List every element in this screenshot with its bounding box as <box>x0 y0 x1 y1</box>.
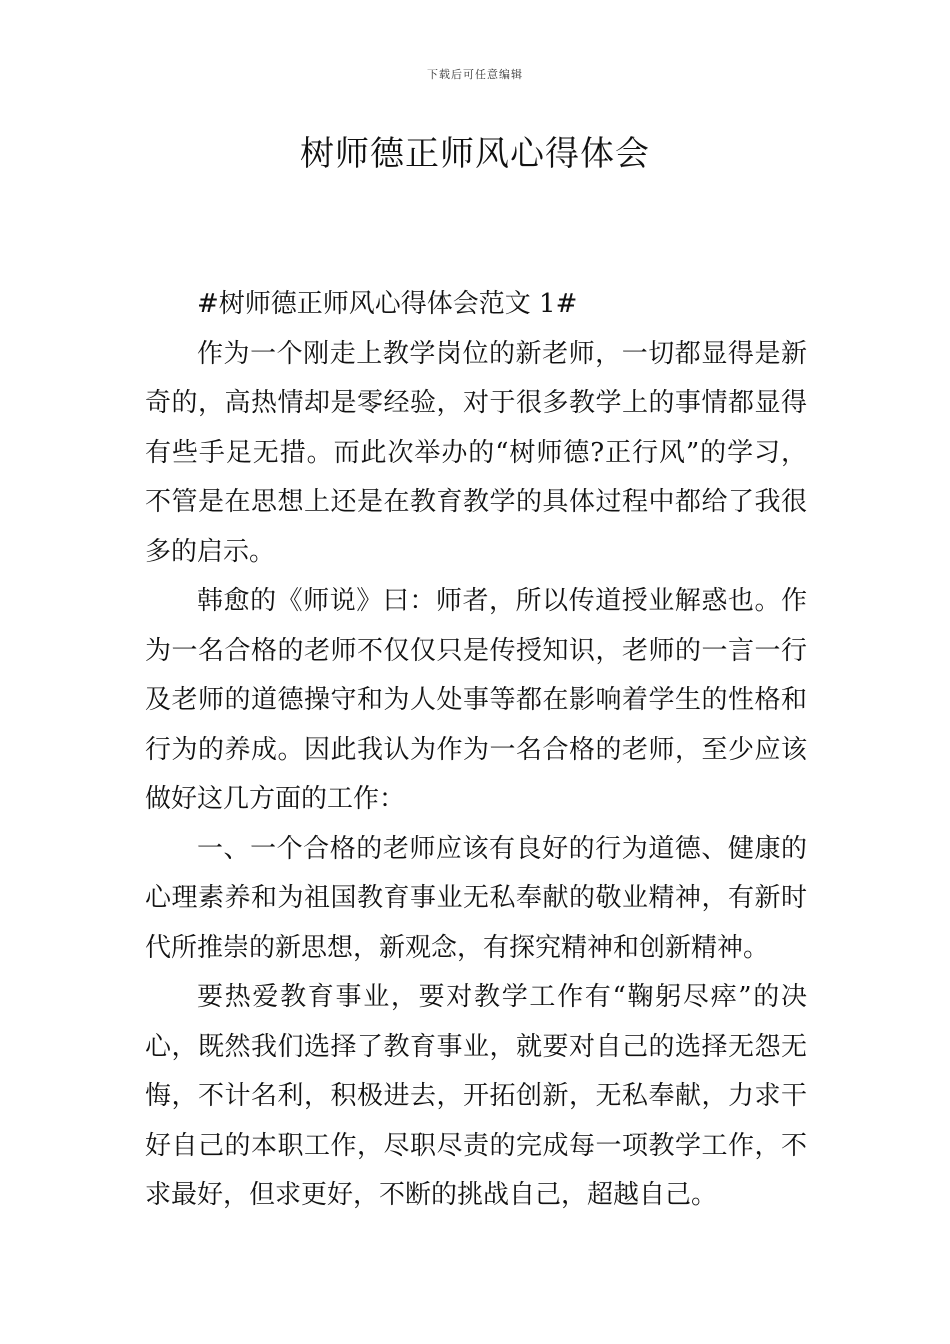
paragraph: 一、一个合格的老师应该有良好的行为道德、健康的心理素养和为祖国教育事业无私奉献的敬业精神，有新时代所推崇的新思想，新观念，有探究精神和创新精神。 <box>145 833 807 963</box>
document-title: 树师德正师风心得体会 <box>300 134 650 174</box>
paragraph: 韩愈的《师说》曰：师者，所以传道授业解惑也。作为一名合格的老师不仅仅只是传授知识，老师的一言一行及老师的道德操守和为人处事等都在影响着学生的性格和行为的养成。因此我认为作为一名合格的老师，至少应该做好这几方面的工作： <box>145 586 807 814</box>
header-note: 下载后可任意编辑 <box>427 68 523 81</box>
paragraph: 作为一个刚走上教学岗位的新老师，一切都显得是新奇的，高热情却是零经验，对于很多教学上的事情都显得有些手足无措。而此次举办的“树师德?正行风”的学习，不管是在思想上还是在教育教学的具体过程中都给了我很多的启示。 <box>145 338 807 567</box>
document-body <box>145 280 807 1221</box>
paragraph: 要热爱教育事业，要对教学工作有“鞠躬尽瘁”的决心，既然我们选择了教育事业，就要对自己的选择无怨无悔，不计名利，积极进去，开拓创新，无私奉献，力求干好自己的本职工作，尽职尽责的完成每一项教学工作，不求最好，但求更好，不断的挑战自己，超越自己。 <box>145 982 807 1210</box>
section-heading: #树师德正师风心得体会范文 1# <box>197 289 578 319</box>
